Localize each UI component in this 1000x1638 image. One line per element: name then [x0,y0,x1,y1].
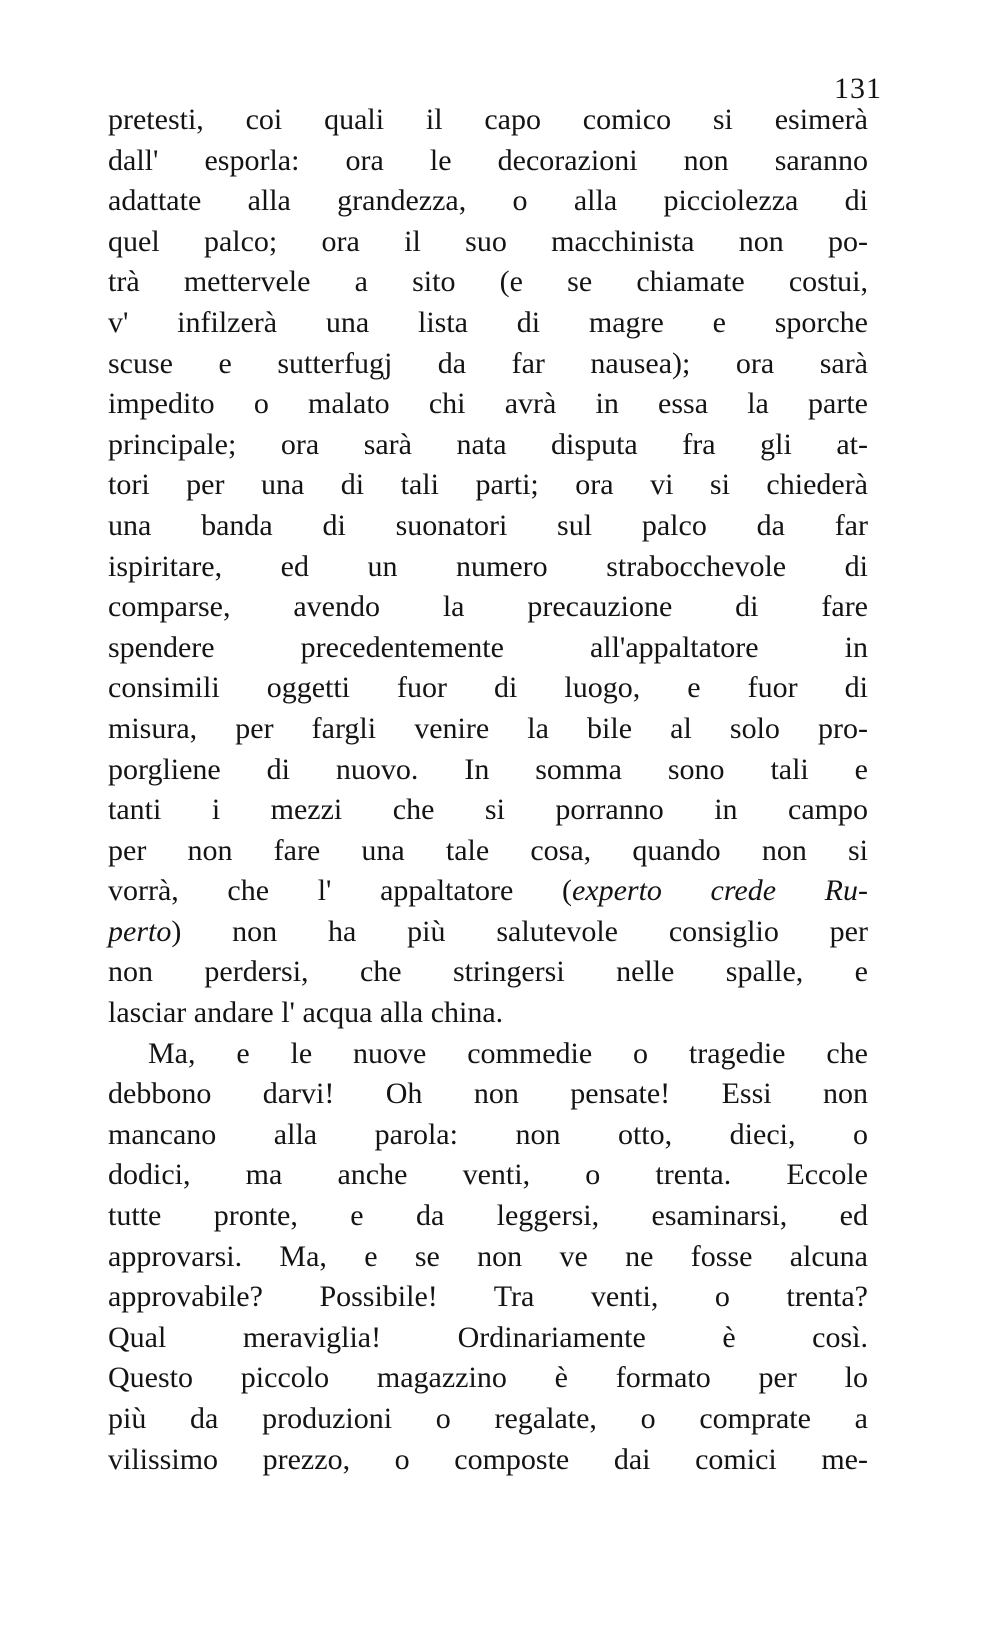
text-line [108,1074,868,1115]
text-line [108,831,868,872]
text-segment: consimili oggetti fuor di luogo, e fuor di [108,671,868,705]
text-segment: più da produzioni o regalate, o comprate a [108,1402,868,1435]
text-segment: principale; ora sarà nata disputa fra gli at- [108,427,868,461]
text-line [108,506,868,547]
text-line [108,303,868,344]
text-line [108,587,868,628]
text-line [108,912,868,953]
text-segment: porgliene di nuovo. In somma sono tali e [108,752,868,786]
text-line [108,1358,868,1399]
text-line [108,465,868,506]
text-line [108,344,868,385]
text-line [108,1440,868,1481]
text-segment: dodici, ma anche venti, o trenta. Eccole [108,1158,868,1192]
text-segment: adattate alla grandezza, o alla picciolezza di [108,184,868,218]
text-segment: impedito o malato chi avrà in essa la parte [108,387,868,421]
text-line [108,1034,868,1075]
text-segment: v' infilzerà una lista di magre e sporche [108,305,868,339]
text-segment: quel palco; ora il suo macchinista non po- [108,224,868,258]
text-segment: ispiritare, ed un numero strabocchevole di [108,549,868,583]
text-segment: lasciar andare l' acqua alla china. [108,996,504,1030]
text-line [108,262,868,303]
text-segment: tanti i mezzi che si porranno in campo [108,793,868,827]
text-segment: dall' esporla: ora le decorazioni non saranno [108,143,868,177]
text-line [108,750,868,791]
text-segment: debbono darvi! Oh non pensate! Essi non [108,1077,868,1111]
text-line [108,384,868,425]
text-segment: una banda di suonatori sul palco da far [108,508,868,542]
text-line [108,628,868,669]
text-segment: tori per una di tali parti; ora vi si chiederà [108,468,868,502]
text-segment: comparse, avendo la precauzione di fare [108,590,868,624]
text-line [108,790,868,831]
text-segment: approvabile? Possibile! Tra venti, o trenta? [108,1280,868,1314]
text-line [108,1237,868,1278]
text-line [108,100,868,141]
page-number: 131 [834,72,882,105]
text-line [108,222,868,263]
text-line [108,1399,868,1440]
text-line [108,709,868,750]
text-segment: mancano alla parola: non otto, dieci, o [108,1117,868,1151]
text-segment: vorrà, che l' appaltatore ( [108,874,572,908]
text-line [108,181,868,222]
text-segment: misura, per fargli venire la bile al solo pro- [108,711,868,745]
text-segment: non perdersi, che stringersi nelle spalle, e [108,955,868,989]
text-segment: Ma, e le nuove commedie o tragedie che [148,1036,868,1070]
text-segment: tutte pronte, e da leggersi, esaminarsi, ed [108,1199,868,1233]
text-segment: pretesti, coi quali il capo comico si esimerà [108,103,868,136]
text-line [108,952,868,993]
text-segment: scuse e sutterfugj da far nausea); ora sarà [108,346,868,380]
text-line [108,871,868,912]
text-segment: approvarsi. Ma, e se non ve ne fosse alcuna [108,1239,868,1273]
body-text [108,100,868,1480]
text-segment: ) non ha più salutevole consiglio per [171,914,868,948]
italic-phrase: perto [108,914,172,948]
text-segment: Qual meraviglia! Ordinariamente è così. [108,1320,868,1354]
text-segment: trà mettervele a sito (e se chiamate costui, [108,265,868,299]
text-line [108,547,868,588]
text-line [108,1318,868,1359]
text-line [108,141,868,182]
text-line [108,425,868,466]
text-line [108,993,868,1034]
text-line [108,1196,868,1237]
text-segment: per non fare una tale cosa, quando non si [108,833,868,867]
text-line [108,1277,868,1318]
italic-phrase: experto crede Ru- [571,874,868,908]
text-segment: Questo piccolo magazzino è formato per lo [108,1361,868,1395]
text-segment: vilissimo prezzo, o composte dai comici me- [108,1442,868,1476]
text-segment: spendere precedentemente all'appaltatore in [108,630,868,664]
text-line [108,1155,868,1196]
text-line [108,668,868,709]
text-line [108,1115,868,1156]
